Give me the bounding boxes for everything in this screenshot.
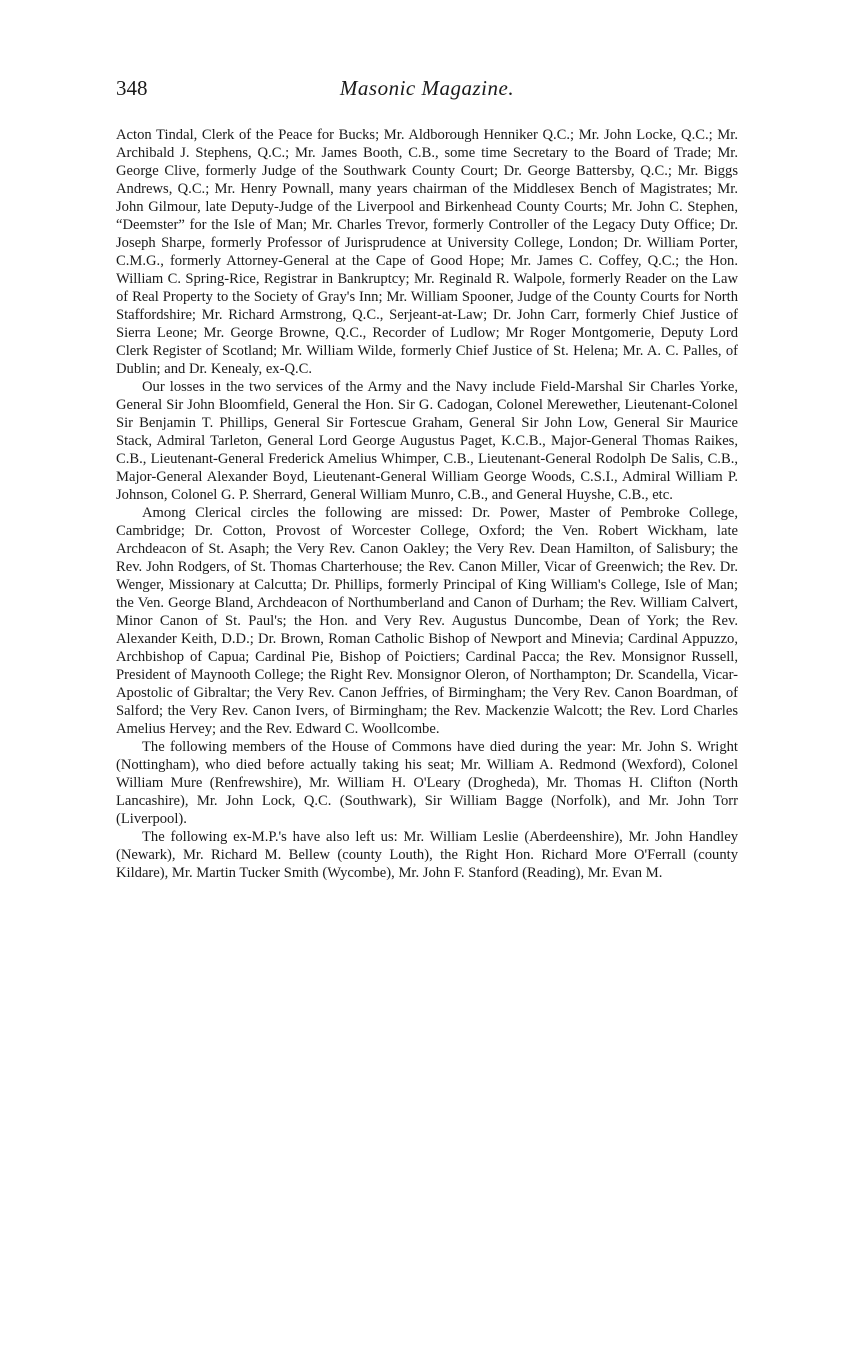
page-number: 348 [116,76,148,100]
running-title: Masonic Magazine. [339,76,515,100]
article-body [116,126,738,882]
paragraph-clerical-obituaries: Among Clerical circles the following are missed: Dr. Power, Master of Pembroke College, Cambridge; Dr. Cotton, Provost of Worcester College, Oxford; the Ven. Robert Wickham, late Archdeacon of St. Asaph; the Very Rev. Canon Oakley; the Very Rev. Dean Hamilton, of Salisbury; the Rev. John Rodgers, of St. Thomas Charterhouse; the Rev. Canon Miller, Vicar of Greenwich; the Rev. Dr. Wenger, Missionary at Calcutta; Dr. Phillips, formerly Principal of King William's College, Isle of Man; the Ven. George Bland, Archdeacon of Northumberland and Canon of Durham; the Rev. William Calvert, Minor Canon of St. Paul's; the Hon. and Very Rev. Augustus Duncombe, Dean of York; the Rev. Alexander Keith, D.D.; Dr. Brown, Roman Catholic Bishop of Newport and Minevia; Cardinal Appuzzo, Archbishop of Capua; Cardinal Pie, Bishop of Poictiers; Cardinal Pacca; the Rev. Monsignor Russell, President of Maynooth College; the Right Rev. Monsignor Oleron, of Northampton; Dr. Scandella, Vicar-Apostolic of Gibraltar; the Very Rev. Canon Jeffries, of Birmingham; the Very Rev. Canon Boardman, of Salford; the Very Rev. Canon Ivers, of Birmingham; the Rev. Mackenzie Walcott; the Rev. Lord Charles Amelius Hervey; and the Rev. Edward C. Woollcombe. [116,505,738,737]
paragraph-legal-obituaries: Acton Tindal, Clerk of the Peace for Bucks; Mr. Aldborough Henniker Q.C.; Mr. John Locke, Q.C.; Mr. Archibald J. Stephens, Q.C.; Mr. James Booth, C.B., some time Secretary to the Board of Trade; Mr. George Clive, formerly Judge of the Southwark County Court; Dr. George Battersby, Q.C.; Mr. Biggs Andrews, Q.C.; Mr. Henry Pownall, many years chairman of the Middlesex Bench of Magistrates; Mr. John Gilmour, late Deputy-Judge of the Liverpool and Birkenhead County Courts; Mr. John C. Stephen, “Deemster” for the Isle of Man; Mr. Charles Trevor, formerly Controller of the Legacy Duty Office; Dr. Joseph Sharpe, formerly Professor of Jurisprudence at University College, London; Dr. William Porter, C.M.G., formerly Attorney-General at the Cape of Good Hope; Mr. James C. Coffey, Q.C.; the Hon. William C. Spring-Rice, Registrar in Bankruptcy; Mr. Reginald R. Walpole, formerly Reader on the Law of Real Property to the Society of Gray's Inn; Mr. William Spooner, Judge of the County Courts for North Staffordshire; Mr. Richard Armstrong, Q.C., Serjeant-at-Law; Dr. John Carr, formerly Chief Justice of Sierra Leone; Mr. George Browne, Q.C., Recorder of Ludlow; Mr Roger Montgomerie, Deputy Lord Clerk Register of Scotland; Mr. William Wilde, formerly Chief Justice of St. Helena; Mr. A. C. Palles, of Dublin; and Dr. Kenealy, ex-Q.C. [116,127,738,377]
paragraph-commons-obituaries: The following members of the House of Commons have died during the year: Mr. John S. Wright (Nottingham), who died before actually taking his seat; Mr. William A. Redmond (Wexford), Colonel William Mure (Renfrewshire), Mr. William H. O'Leary (Drogheda), Mr. Thomas H. Clifton (North Lancashire), Mr. John Lock, Q.C. (Southwark), Sir William Bagge (Norfolk), and Mr. John Torr (Liverpool). [116,739,738,827]
page-header [116,76,738,108]
paragraph-military-obituaries: Our losses in the two services of the Army and the Navy include Field-Marshal Sir Charles Yorke, General Sir John Bloomfield, General the Hon. Sir G. Cadogan, Colonel Merewether, Lieutenant-Colonel Sir Benjamin T. Phillips, General Sir Fortescue Graham, General Sir John Low, General Sir Maurice Stack, Admiral Tarleton, General Lord George Augustus Paget, K.C.B., Major-General Thomas Raikes, C.B., Lieutenant-General Frederick Amelius Whimper, C.B., Lieutenant-General Rodolph De Salis, C.B., Major-General Alexander Boyd, Lieutenant-General William George Woods, C.S.I., Admiral William P. Johnson, Colonel G. P. Sherrard, General William Munro, C.B., and General Huyshe, C.B., etc. [116,379,738,503]
paragraph-ex-mp-obituaries: The following ex-M.P.'s have also left us: Mr. William Leslie (Aberdeenshire), Mr. John Handley (Newark), Mr. Richard M. Bellew (county Louth), the Right Hon. Richard More O'Ferrall (county Kildare), Mr. Martin Tucker Smith (Wycombe), Mr. John F. Stanford (Reading), Mr. Evan M. [116,829,738,881]
